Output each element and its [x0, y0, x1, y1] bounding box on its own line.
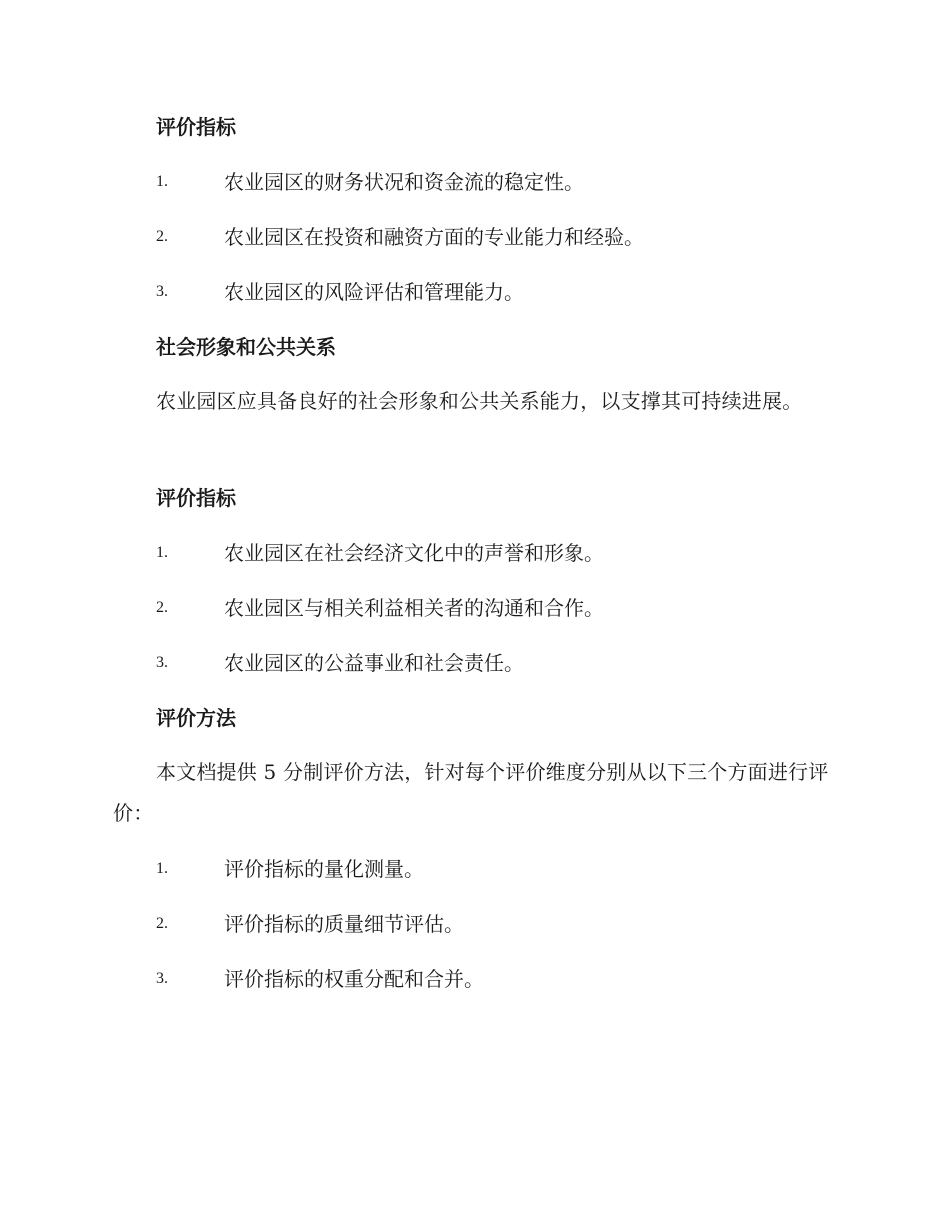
list-text: 评价指标的质量细节评估。 [224, 912, 464, 936]
section-heading: 评价方法 [156, 706, 236, 730]
body-paragraph: 农业园区应具备良好的社会形象和公共关系能力，以支撑其可持续进展。 [156, 389, 803, 413]
list-text: 农业园区的公益事业和社会责任。 [224, 651, 524, 675]
list-text: 农业园区的财务状况和资金流的稳定性。 [224, 170, 584, 194]
list-text: 农业园区在社会经济文化中的声誉和形象。 [224, 541, 604, 565]
list-number: 1. [156, 860, 168, 877]
list-text: 评价指标的量化测量。 [224, 857, 424, 881]
list-number: 1. [156, 173, 168, 190]
list-number: 3. [156, 283, 168, 300]
list-number: 3. [156, 970, 168, 987]
list-text: 农业园区与相关利益相关者的沟通和合作。 [224, 596, 604, 620]
section-heading: 评价指标 [156, 115, 236, 139]
list-text: 农业园区的风险评估和管理能力。 [224, 280, 524, 304]
list-number: 1. [156, 544, 168, 561]
list-number: 2. [156, 599, 168, 616]
section-heading: 评价指标 [156, 486, 236, 510]
list-text: 农业园区在投资和融资方面的专业能力和经验。 [224, 225, 644, 249]
list-number: 2. [156, 915, 168, 932]
list-number: 2. [156, 228, 168, 245]
body-paragraph: 本文档提供 5 分制评价方法，针对每个评价维度分别从以下三个方面进行评价： [113, 760, 829, 825]
section-heading: 社会形象和公共关系 [156, 335, 336, 359]
list-number: 3. [156, 654, 168, 671]
list-text: 评价指标的权重分配和合并。 [224, 967, 484, 991]
